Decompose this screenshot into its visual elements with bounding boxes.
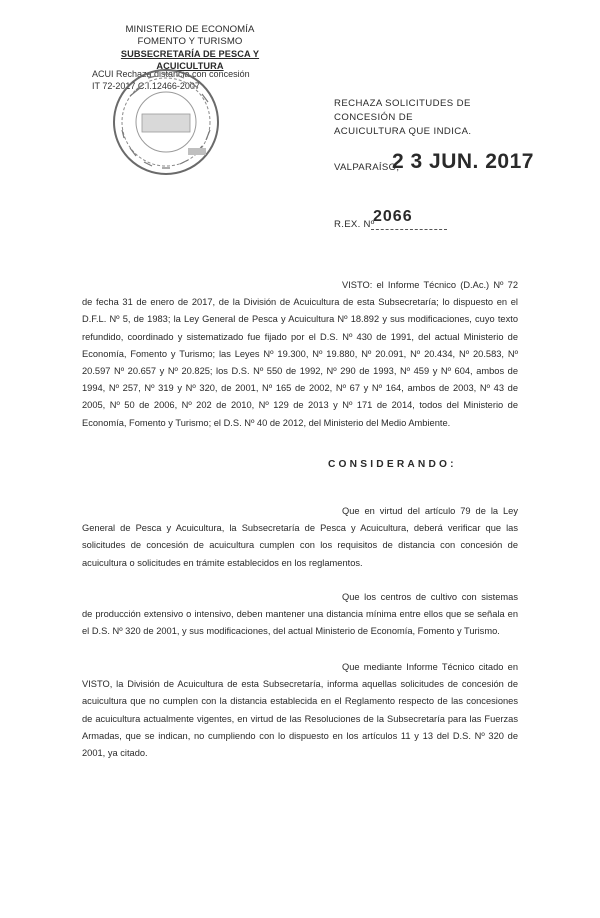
resolution-number: 2066 bbox=[373, 208, 413, 225]
reference-line-1: ACUI Rechaza distancia con concesión bbox=[92, 69, 250, 79]
ministry-line-1: MINISTERIO DE ECONOMÍA bbox=[125, 24, 255, 35]
visto-paragraph: VISTO: el Informe Técnico (D.Ac.) Nº 72 de fecha 31 de enero de 2017, de la División de Acuicultura de esta Subsecretaría; lo dispuesto en el D.F.L. Nº 5, de 1983; la Ley General de Pesca y Acuicultura Nº 18.892 y sus modificaciones, cuyo texto refundido, coordinado y sistematizado fue fijado por el D.S. Nº 430 de 1991, del actual Ministerio de Economía, Fomento y Turismo; las Leyes Nº 19.300, Nº 19.880, Nº 20.091, Nº 20.434, Nº 20.583, Nº 20.597 Nº 20.657 y Nº 20.825; los D.S. Nº 550 de 1992, Nº 290 de 1993, Nº 459 y Nº 604, ambos de 1994, Nº 257, Nº 319 y Nº 320, de 2001, Nº 165 de 2002, Nº 67 y Nº 164, ambos de 2003, Nº 43 de 2005, Nº 50 de 2006, Nº 202 de 2010, Nº 129 de 2013 y Nº 171 de 2014, todos del Ministerio de Economía, Fomento y Turismo; el D.S. Nº 40 de 2012, del Ministerio del Medio Ambiente. bbox=[82, 280, 518, 428]
resolution-subject bbox=[334, 97, 534, 139]
date-stamp: 2 3 JUN. 2017 bbox=[392, 150, 534, 173]
reference-line-2: IT 72-2017 C.I.12466-2007 bbox=[92, 81, 200, 91]
date-label: VALPARAÍSO, bbox=[334, 162, 400, 173]
subject-line-1: RECHAZA SOLICITUDES DE CONCESIÓN DE bbox=[334, 98, 471, 123]
considerando-heading: CONSIDERANDO: bbox=[328, 459, 457, 470]
official-stamp-seal bbox=[110, 66, 222, 178]
considerando-paragraph-2: Que los centros de cultivo con sistemas de producción extensivo o intensivo, deben mantener una distancia mínima entre ellos que se señala en el D.S. Nº 320 de 2001, y sus modificaciones, del actual Ministerio de Economía, Fomento y Turismo. bbox=[82, 592, 518, 637]
resolution-number-underline bbox=[371, 229, 447, 230]
considerando-paragraph-3: Que mediante Informe Técnico citado en VISTO, la División de Acuicultura de esta Subsecretaría, informa aquellas solicitudes de concesión de acuicultura que no cumplen con la distancia establecida en el Reglamento respecto de las concesiones de acuicultura actualmente vigentes, en virtud de las Resoluciones de la Subsecretaría para las Fuerzas Armadas, que se indican, no cumpliendo con lo dispuesto en los artículos 11 y 13 del D.S. Nº 320 de 2001, ya citado. bbox=[82, 662, 518, 759]
letterhead bbox=[95, 24, 285, 72]
considerando-paragraph-1: Que en virtud del artículo 79 de la Ley General de Pesca y Acuicultura, la Subsecretaría de Pesca y Acuicultura, deberá verificar que las solicitudes de concesión de acuicultura cumplen con los requisitos de distancia con concesión de acuicultura o solicitudes en trámite establecidos en los reglamentos. bbox=[82, 506, 518, 568]
subject-line-2: ACUICULTURA QUE INDICA. bbox=[334, 126, 472, 137]
ministry-line-2: FOMENTO Y TURISMO bbox=[137, 36, 243, 47]
resolution-label: R.EX. Nº bbox=[334, 219, 375, 230]
subsecretaria-name: SUBSECRETARÍA DE PESCA Y ACUICULTURA bbox=[120, 49, 260, 71]
